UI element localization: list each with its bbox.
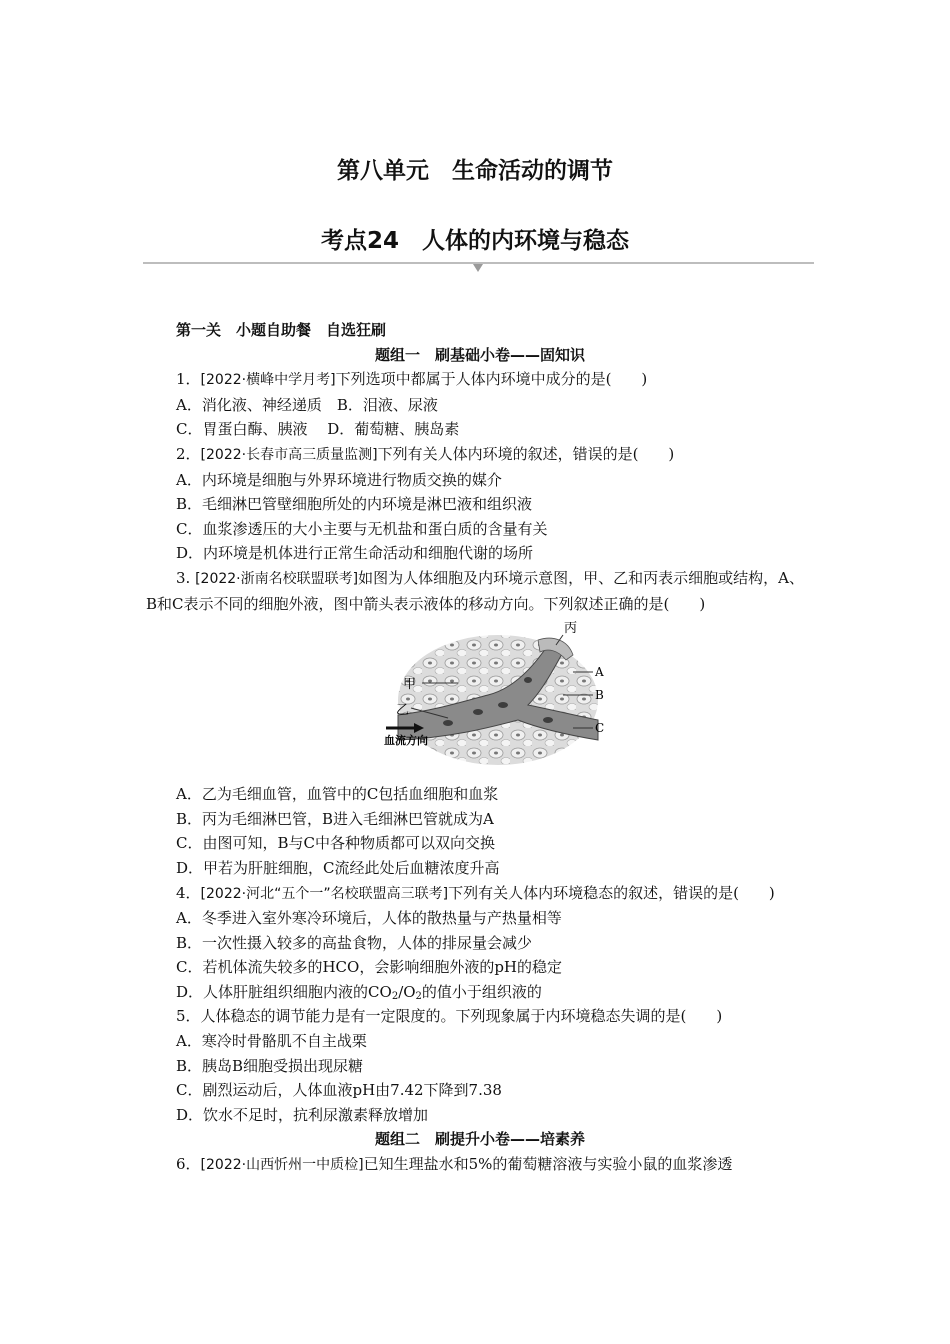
option-c: C．由图可知，B与C中各种物质都可以双向交换: [176, 834, 495, 853]
question-source: [2022·山西忻州一中质检]: [200, 1157, 364, 1174]
subscript: 2: [391, 990, 399, 1002]
question-number: 5．: [176, 1007, 201, 1026]
point-title: 考点24 人体的内环境与稳态: [320, 228, 629, 254]
option-d-part: /O: [398, 982, 416, 1001]
question-stem: 如图为人体细胞及内环境示意图，甲、乙和丙表示细胞或结构，A、B和C表示不同的细胞外液，图中箭头表示液体的移动方向。下列叙述正确的是( ): [146, 568, 804, 613]
option-line: A．消化液、神经递质 B．泪液、尿液: [176, 395, 438, 414]
option-b: B．胰岛B细胞受损出现尿糖: [176, 1056, 364, 1075]
question-6: [146, 1152, 814, 1178]
question-number: 1．: [176, 370, 201, 389]
option-a: A．冬季进入室外寒冷环境后，人体的散热量与产热量相等: [176, 909, 562, 928]
divider-arrow-icon: [473, 264, 483, 272]
question-content: [146, 318, 814, 1178]
section-heading: 第一关 小题自助餐 自选狂刷: [176, 321, 387, 339]
question-number: 2．: [176, 444, 201, 463]
question-2: [146, 442, 814, 468]
option-b: B．一次性摄入较多的高盐食物，人体的排尿量会减少: [176, 933, 533, 952]
question-number: 4．: [176, 883, 201, 902]
label-bing: 丙: [564, 621, 578, 637]
question-stem: 已知生理盐水和5%的葡萄糖溶液与实验小鼠的血浆渗透: [363, 1155, 733, 1174]
option-a: A．内环境是细胞与外界环境进行物质交换的媒介: [176, 470, 502, 489]
option-b: B．丙为毛细淋巴管，B进入毛细淋巴管就成为A: [176, 809, 494, 828]
label-b: B: [595, 688, 604, 703]
inner-environment-figure: [146, 620, 814, 775]
option-c: C．血浆渗透压的大小主要与无机盐和蛋白质的含量有关: [176, 519, 548, 538]
question-stem: 下列选项中都属于人体内环境中成分的是( ): [335, 370, 648, 389]
option-a: A．寒冷时骨骼肌不自主战栗: [176, 1032, 367, 1051]
option-d: D．饮水不足时，抗利尿激素释放增加: [176, 1105, 429, 1124]
option-c: C．剧烈运动后，人体血液pH由7.42下降到7.38: [176, 1081, 502, 1100]
question-3: [146, 566, 814, 616]
label-c: C: [595, 721, 605, 736]
label-a: A: [595, 665, 604, 680]
question-stem: 人体稳态的调节能力是有一定限度的。下列现象属于内环境稳态失调的是( ): [200, 1007, 723, 1026]
question-stem: 下列有关人体内环境稳态的叙述，错误的是( ): [448, 883, 775, 902]
question-1: [146, 367, 814, 393]
question-source: [2022·河北“五个一”名校联盟高三联考]: [200, 885, 449, 902]
option-a: A．乙为毛细血管，血管中的C包括血细胞和血浆: [176, 785, 499, 804]
subscript: 2: [415, 990, 422, 1002]
group-heading-2: 题组二 刷提升小卷——培素养: [374, 1130, 585, 1149]
label-jia: 甲: [403, 677, 417, 693]
unit-title: 第八单元 生命活动的调节: [337, 158, 613, 184]
label-yi: 乙: [396, 703, 410, 719]
option-d: [146, 980, 814, 1005]
option-d-part: 的值小于组织液的: [421, 982, 542, 1001]
question-number: 3.: [176, 568, 196, 587]
option-d: D．甲若为肝脏细胞，C流经此处后血糖浓度升高: [176, 858, 500, 877]
question-number: 6．: [176, 1155, 201, 1174]
question-source: [2022·浙南名校联盟联考]: [195, 570, 359, 587]
option-d: D．内环境是机体进行正常生命活动和细胞代谢的场所: [176, 544, 534, 563]
option-d-part: D．人体肝脏组织细胞内液的CO: [176, 982, 392, 1001]
option-line: C．胃蛋白酶、胰液 D．葡萄糖、胰岛素: [176, 420, 460, 439]
tissue-diagram: [378, 620, 608, 775]
question-source: [2022·横峰中学月考]: [200, 372, 336, 389]
question-source: [2022·长春市高三质量监测]: [200, 446, 378, 463]
option-c: C．若机体流失较多的HCO，会影响细胞外液的pH的稳定: [176, 958, 563, 977]
question-4: [146, 881, 814, 907]
option-b: B．毛细淋巴管壁细胞所处的内环境是淋巴液和组织液: [176, 495, 533, 514]
question-stem: 下列有关人体内环境的叙述，错误的是( ): [377, 444, 675, 463]
flow-label: 血流方向: [384, 734, 428, 748]
group-heading-1: 题组一 刷基础小卷——固知识: [374, 345, 585, 364]
question-5: [146, 1004, 814, 1029]
